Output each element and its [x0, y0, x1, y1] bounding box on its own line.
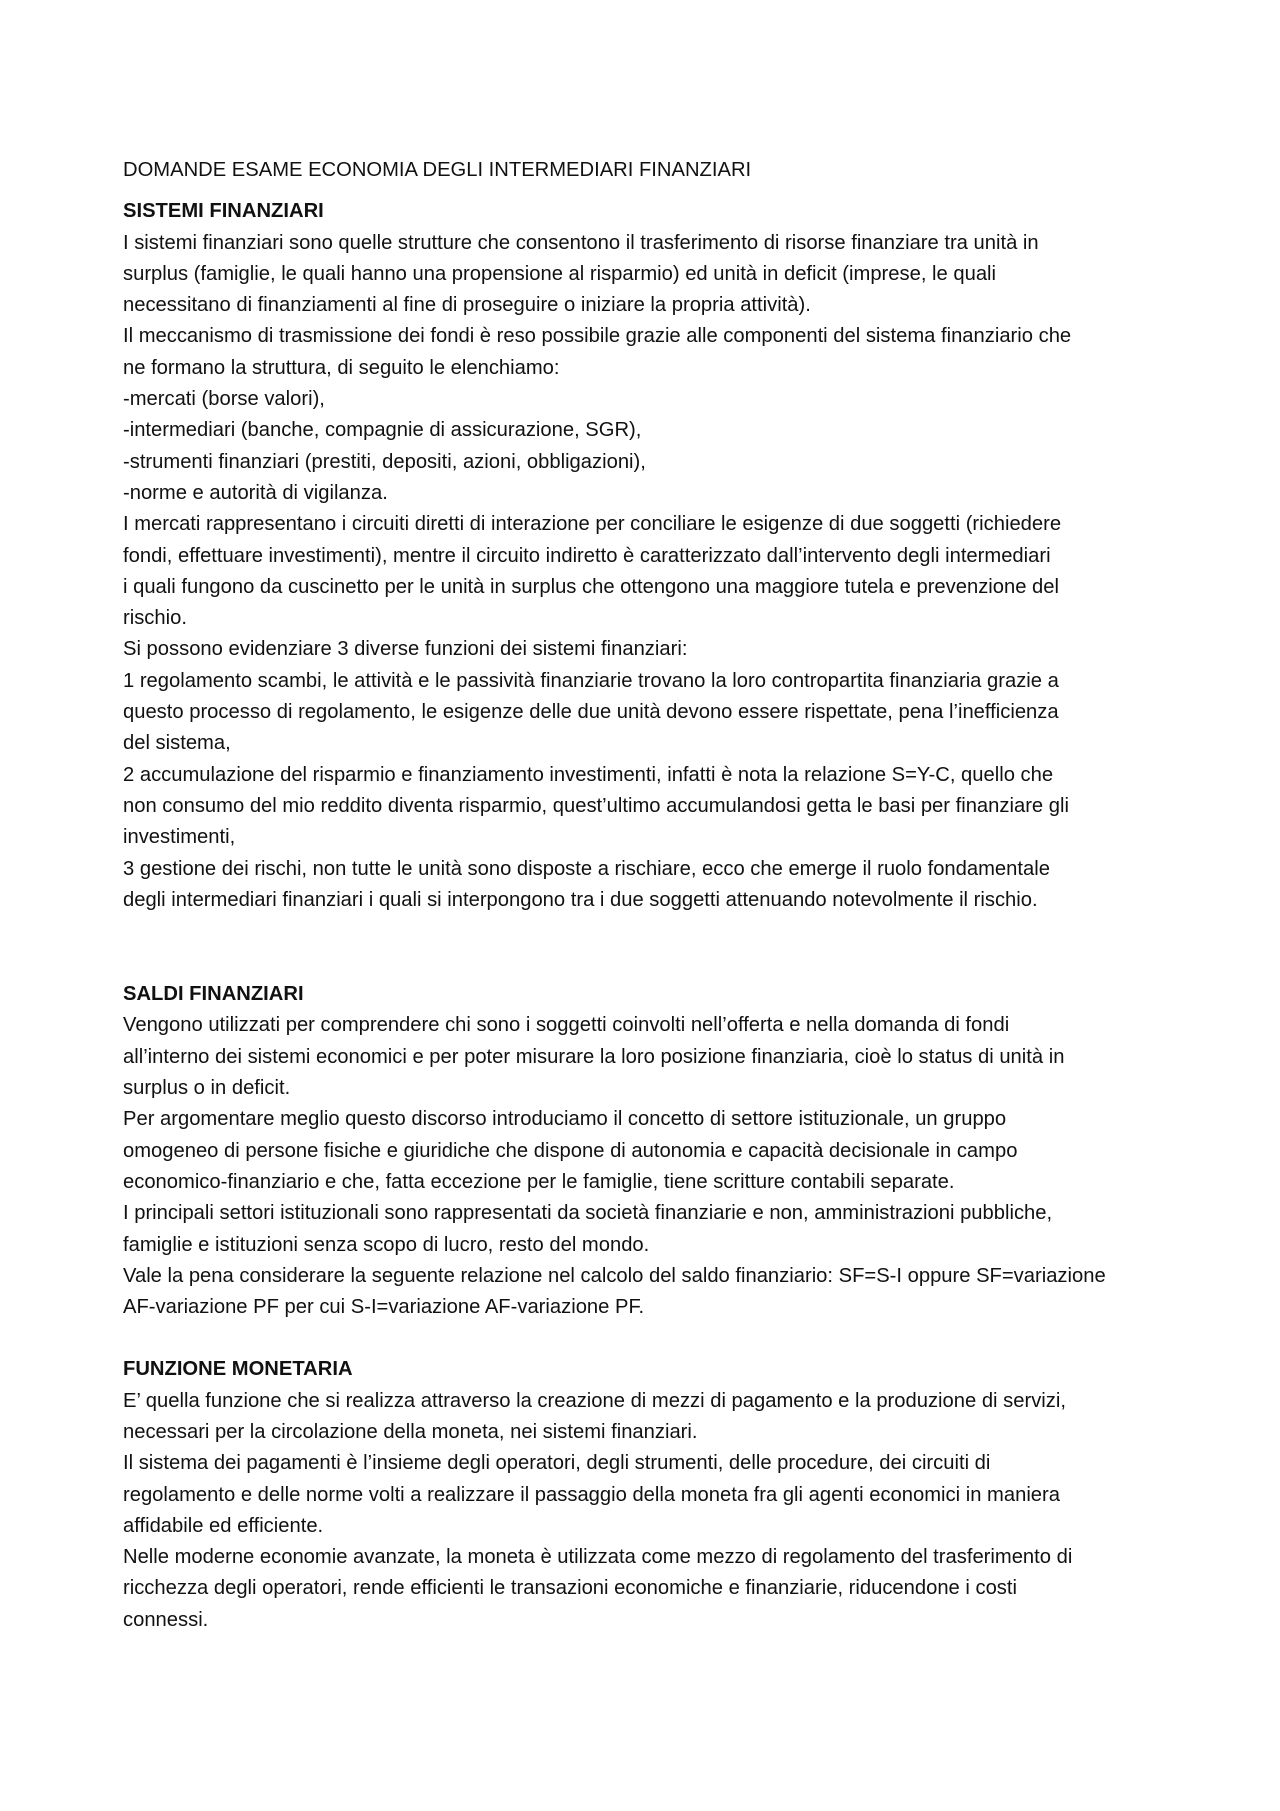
document-page: [123, 155, 1173, 1636]
list-item: -intermediari (banche, compagnie di assicurazione, SGR),: [123, 419, 642, 442]
paragraph-line: questo processo di regolamento, le esigenze delle due unità devono essere rispettate, pena l’inefficienza: [123, 701, 1059, 724]
paragraph-line: economico-finanziario e che, fatta eccezione per le famiglie, tiene scritture contabili separate.: [123, 1170, 955, 1193]
paragraph-line: affidabile ed efficiente.: [123, 1514, 324, 1537]
paragraph-line: I mercati rappresentano i circuiti diretti di interazione per conciliare le esigenze di due soggetti (richiedere: [123, 513, 1062, 536]
paragraph-line: 1 regolamento scambi, le attività e le passività finanziarie trovano la loro contropartita finanziaria grazie a: [123, 669, 1059, 692]
document-title: DOMANDE ESAME ECONOMIA DEGLI INTERMEDIARI FINANZIARI: [123, 159, 752, 181]
paragraph-line: necessitano di finanziamenti al fine di proseguire o iniziare la propria attività).: [123, 294, 811, 317]
paragraph-line: del sistema,: [123, 732, 231, 755]
list-item: -mercati (borse valori),: [123, 388, 325, 411]
paragraph-line: rischio.: [123, 607, 187, 630]
paragraph-line: E’ quella funzione che si realizza attraverso la creazione di mezzi di pagamento e la produzione di servizi,: [123, 1389, 1066, 1412]
paragraph-line: Si possono evidenziare 3 diverse funzioni dei sistemi finanziari:: [123, 638, 688, 661]
section-spacer: [123, 1323, 1173, 1354]
paragraph-line: Vale la pena considerare la seguente relazione nel calcolo del saldo finanziario: SF=S-I oppure SF=variazione: [123, 1264, 1106, 1287]
paragraph-line: fondi, effettuare investimenti), mentre il circuito indiretto è caratterizzato dall’intervento degli intermediari: [123, 544, 1051, 567]
paragraph-line: ne formano la struttura, di seguito le elenchiamo:: [123, 356, 560, 379]
paragraph-line: connessi.: [123, 1608, 209, 1631]
paragraph-line: surplus (famiglie, le quali hanno una propensione al risparmio) ed unità in deficit (imprese, le quali: [123, 262, 997, 285]
paragraph-line: Il sistema dei pagamenti è l’insieme degli operatori, degli strumenti, delle procedure, dei circuiti di: [123, 1452, 991, 1475]
section-heading: SISTEMI FINANZIARI: [123, 200, 324, 223]
paragraph-line: i quali fungono da cuscinetto per le unità in surplus che ottengono una maggiore tutela e prevenzione del: [123, 575, 1059, 598]
section-saldi-finanziari: [123, 979, 1173, 1323]
section-funzione-monetaria: [123, 1354, 1173, 1636]
paragraph-line: regolamento e delle norme volti a realizzare il passaggio della moneta fra gli agenti economici in maniera: [123, 1483, 1060, 1506]
paragraph-line: 3 gestione dei rischi, non tutte le unità sono disposte a rischiare, ecco che emerge il ruolo fondamentale: [123, 857, 1050, 880]
paragraph-line: Il meccanismo di trasmissione dei fondi è reso possibile grazie alle componenti del sistema finanziario che: [123, 325, 1072, 348]
paragraph-line: non consumo del mio reddito diventa risparmio, quest’ultimo accumulandosi getta le basi per finanziare gli: [123, 794, 1069, 817]
paragraph-line: all’interno dei sistemi economici e per poter misurare la loro posizione finanziaria, cioè lo status di unità in: [123, 1045, 1065, 1068]
paragraph-line: Per argomentare meglio questo discorso introduciamo il concetto di settore istituzionale, un gruppo: [123, 1108, 1007, 1131]
paragraph-line: degli intermediari finanziari i quali si interpongono tra i due soggetti attenuando notevolmente il rischio.: [123, 888, 1038, 911]
paragraph-line: investimenti,: [123, 826, 236, 849]
section-spacer: [123, 916, 1173, 979]
section-heading: SALDI FINANZIARI: [123, 983, 304, 1006]
paragraph-line: omogeneo di persone fisiche e giuridiche che dispone di autonomia e capacità decisionale in campo: [123, 1139, 1018, 1162]
paragraph-line: AF-variazione PF per cui S-I=variazione AF-variazione PF.: [123, 1296, 645, 1319]
list-item: -strumenti finanziari (prestiti, depositi, azioni, obbligazioni),: [123, 450, 646, 473]
paragraph-line: Vengono utilizzati per comprendere chi sono i soggetti coinvolti nell’offerta e nella domanda di fondi: [123, 1014, 1010, 1037]
paragraph-line: 2 accumulazione del risparmio e finanziamento investimenti, infatti è nota la relazione S=Y-C, quello che: [123, 763, 1054, 786]
paragraph-line: I sistemi finanziari sono quelle strutture che consentono il trasferimento di risorse finanziare tra unità in: [123, 231, 1039, 254]
section-sistemi-finanziari: [123, 196, 1173, 916]
paragraph-line: famiglie e istituzioni senza scopo di lucro, resto del mondo.: [123, 1233, 650, 1256]
paragraph-line: necessari per la circolazione della moneta, nei sistemi finanziari.: [123, 1420, 698, 1443]
paragraph-line: ricchezza degli operatori, rende efficienti le transazioni economiche e finanziarie, riducendone i costi: [123, 1577, 1017, 1600]
list-item: -norme e autorità di vigilanza.: [123, 481, 388, 504]
paragraph-line: Nelle moderne economie avanzate, la moneta è utilizzata come mezzo di regolamento del trasferimento di: [123, 1546, 1073, 1569]
paragraph-line: surplus o in deficit.: [123, 1077, 291, 1100]
paragraph-line: I principali settori istituzionali sono rappresentati da società finanziarie e non, amministrazioni pubbliche,: [123, 1202, 1053, 1225]
section-heading: FUNZIONE MONETARIA: [123, 1358, 353, 1381]
